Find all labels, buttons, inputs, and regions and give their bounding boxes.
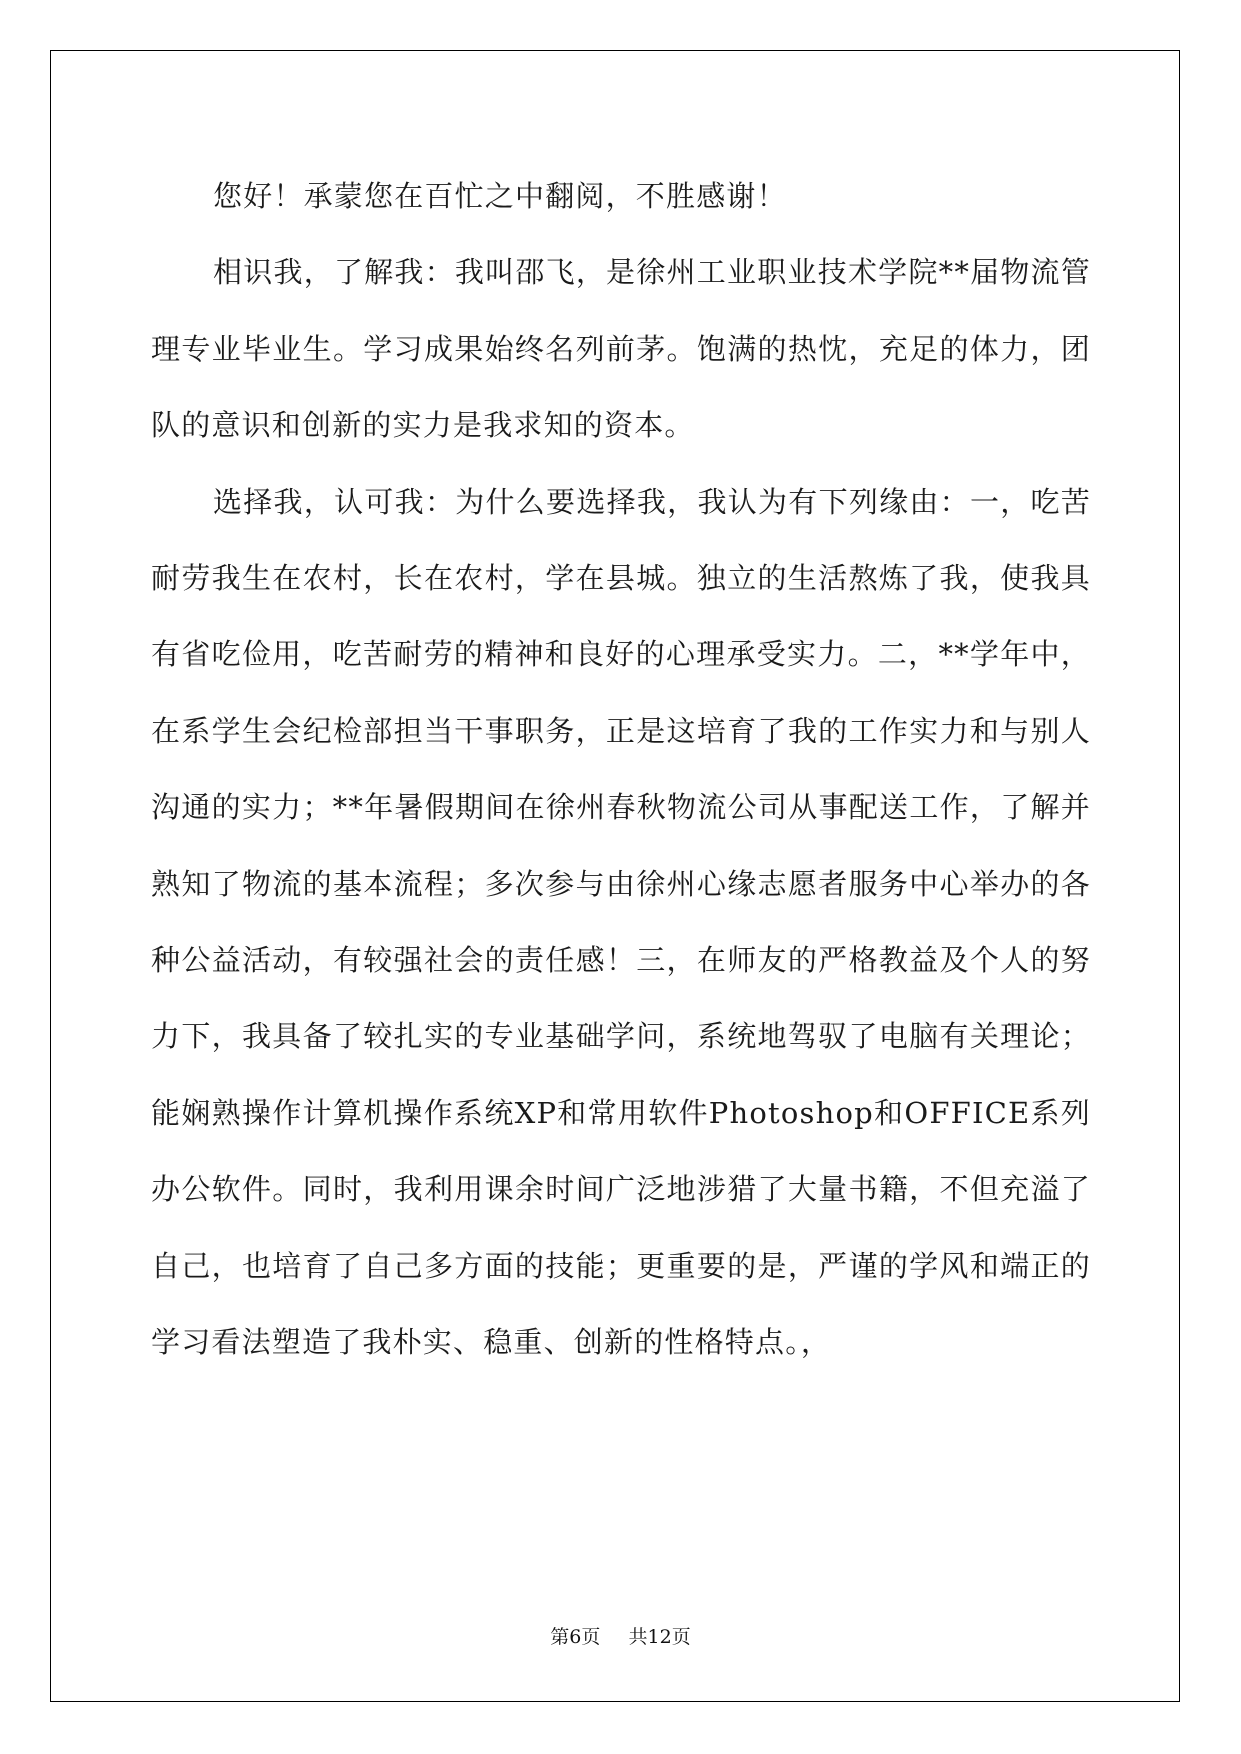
paragraph-introduction: 相识我，了解我：我叫邵飞，是徐州工业职业技术学院**届物流管理专业毕业生。学习成果始终名列前茅。饱满的热忱，充足的体力，团队的意识和创新的实力是我求知的资本。	[151, 255, 1091, 443]
document-body	[151, 158, 1091, 1381]
page-number: 第6页	[550, 1626, 601, 1648]
paragraph-reasons: 选择我，认可我：为什么要选择我，我认为有下列缘由：一，吃苦耐劳我生在农村，长在农村，学在县城。独立的生活熬炼了我，使我具有省吃俭用，吃苦耐劳的精神和良好的心理承受实力。二，**学年中，在系学生会纪检部担当干事职务，正是这培育了我的工作实力和与别人沟通的实力；**年暑假期间在徐州春秋物流公司从事配送工作，了解并熟知了物流的基本流程；多次参与由徐州心缘志愿者服务中心举办的各种公益活动，有较强社会的责任感！三，在师友的严格教益及个人的努力下，我具备了较扎实的专业基础学问，系统地驾驭了电脑有关理论；能娴熟操作计算机操作系统XP和常用软件Photoshop和OFFICE系列办公软件。同时，我利用课余时间广泛地涉猎了大量书籍，不但充溢了自己，也培育了自己多方面的技能；更重要的是，严谨的学风和端正的学习看法塑造了我朴实、稳重、创新的性格特点。，	[151, 484, 1091, 1360]
page-footer	[0, 1622, 1241, 1649]
paragraph-greeting: 您好！承蒙您在百忙之中翻阅，不胜感谢！	[213, 179, 787, 213]
page-total: 共12页	[628, 1626, 691, 1648]
